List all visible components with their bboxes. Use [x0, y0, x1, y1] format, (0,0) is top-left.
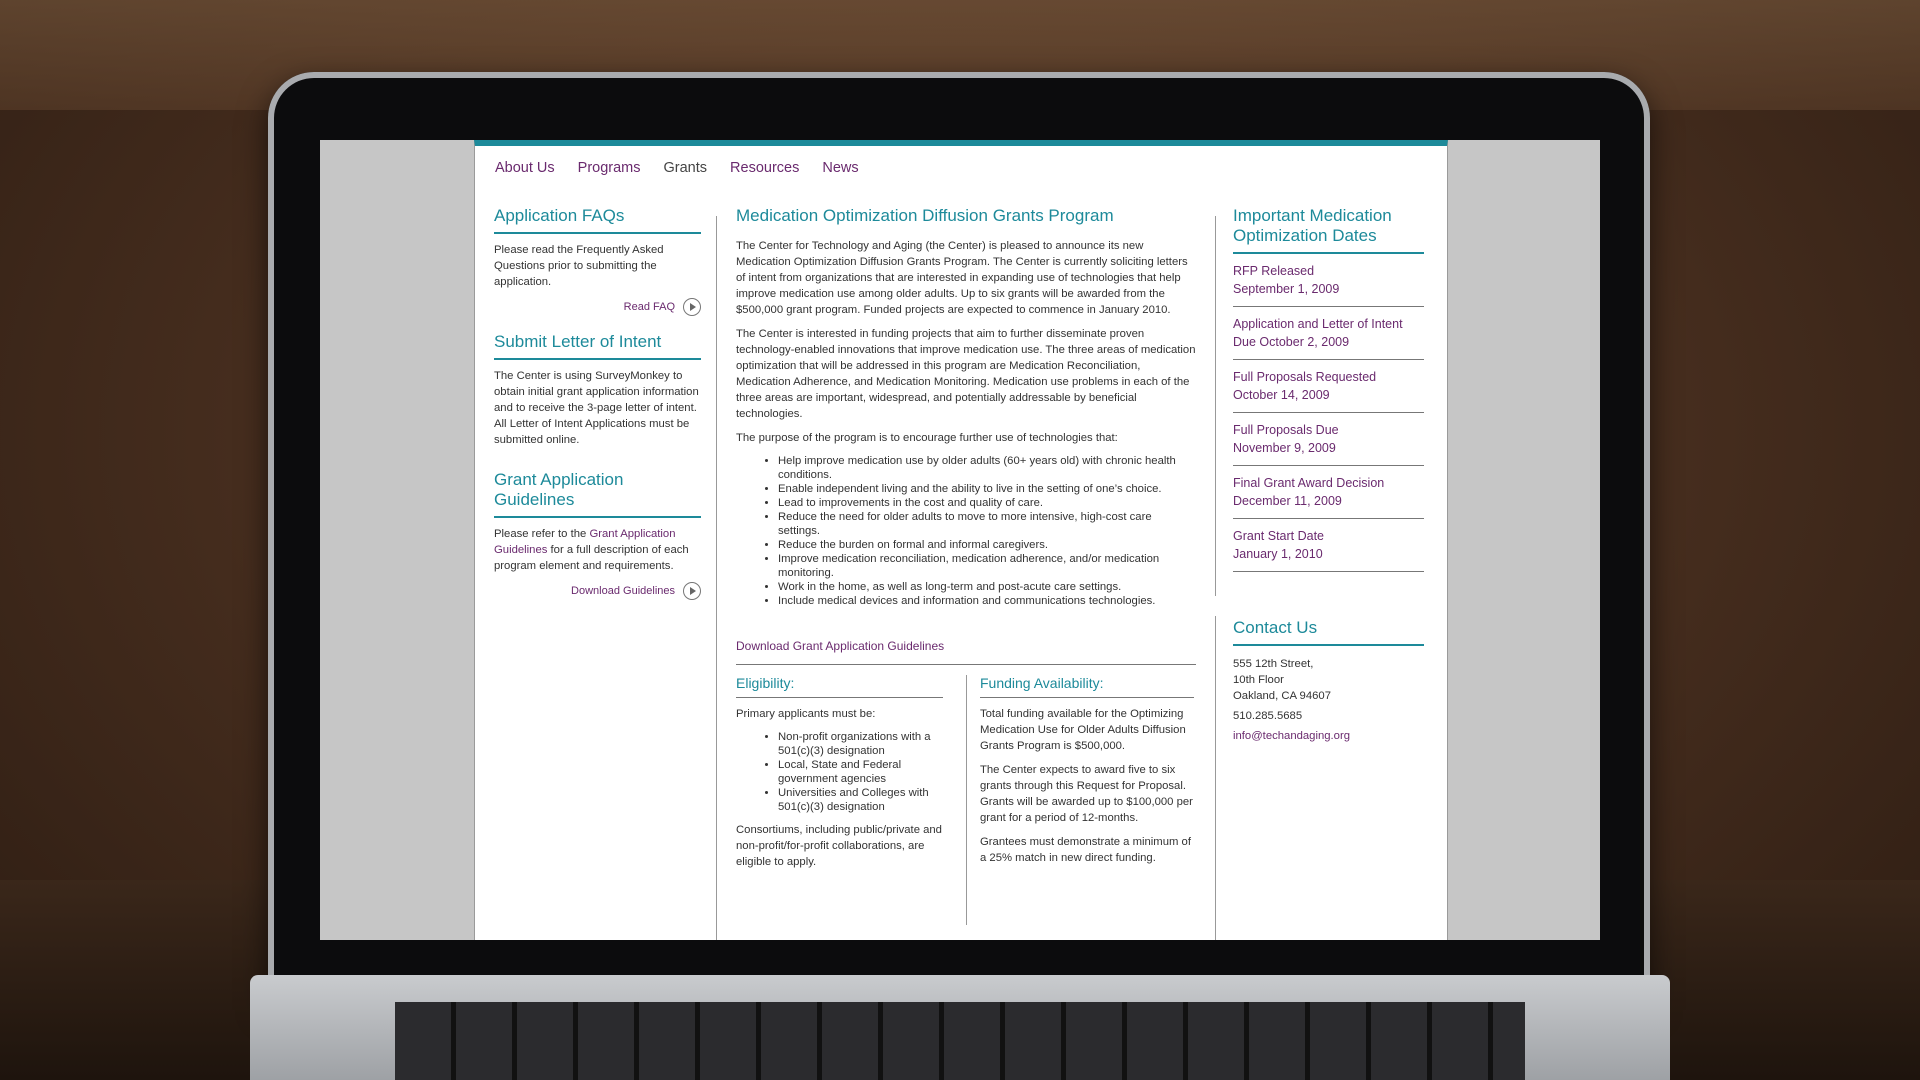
list-item: • Non-profit organizations with a 501(c)(3) designation: [778, 730, 943, 758]
loi-text: The Center is using SurveyMonkey to obtain initial grant application information and to receive the 3-page letter of intent. All Letter of Intent Applications must be submitted online.: [494, 370, 699, 446]
funding-section: [980, 675, 1194, 874]
contact-heading: Contact Us: [1233, 618, 1424, 646]
date-item[interactable]: [1233, 519, 1424, 572]
laptop-keyboard: [395, 1002, 1525, 1080]
faq-heading: Application FAQs: [494, 206, 701, 234]
eligibility-consortia: Consortiums, including public/private and non-profit/for-profit collaborations, are eligible to apply.: [736, 824, 942, 868]
funding-paragraph-2: The Center expects to award five to six grants through this Request for Proposal. Grants will be awarded up to $100,000 per grant for a period of 12-months.: [980, 764, 1193, 824]
contact-section: [1233, 618, 1424, 744]
date-item[interactable]: [1233, 413, 1424, 466]
guidelines-inline-link[interactable]: Grant Application Guidelines: [494, 528, 676, 556]
left-sidebar: [494, 206, 701, 616]
address-line-1: 555 12th Street,: [1233, 658, 1314, 670]
date-item[interactable]: [1233, 360, 1424, 413]
divider-subcols: [966, 675, 967, 925]
date-label: Full Proposals Due: [1233, 423, 1339, 437]
play-circle-icon: [683, 298, 701, 316]
eligibility-heading: Eligibility:: [736, 675, 943, 698]
detail-columns: [736, 664, 1196, 925]
dates-heading: Important Medication Optimization Dates: [1233, 206, 1424, 254]
funding-heading: Funding Availability:: [980, 675, 1194, 698]
date-label: Application and Letter of Intent: [1233, 317, 1403, 331]
list-item: • Universities and Colleges with 501(c)(3) designation: [778, 786, 943, 814]
play-circle-icon: [683, 582, 701, 600]
download-guidelines-label: Download Guidelines: [571, 585, 675, 597]
date-item[interactable]: [1233, 307, 1424, 360]
date-label: RFP Released: [1233, 264, 1315, 278]
address-line-3: Oakland, CA 94607: [1233, 690, 1331, 702]
right-sidebar: [1233, 206, 1424, 748]
download-guidelines-link[interactable]: [494, 582, 701, 600]
date-value: Due October 2, 2009: [1233, 335, 1350, 349]
eligibility-section: [736, 675, 943, 878]
purpose-list: [758, 454, 1196, 608]
nav-news[interactable]: News: [822, 160, 859, 176]
divider-right-bottom: [1215, 616, 1216, 940]
read-faq-label: Read FAQ: [623, 301, 675, 313]
download-guidelines-main-link[interactable]: Download Grant Application Guidelines: [736, 639, 945, 653]
date-value: November 9, 2009: [1233, 441, 1336, 455]
website: [474, 140, 1448, 940]
eligibility-list: [758, 730, 943, 814]
list-item: • Include medical devices and information and communications technologies.: [778, 594, 1196, 608]
main-paragraph-1: The Center for Technology and Aging (the Center) is pleased to announce its new Medication Optimization Diffusion Grants Program. The Center is currently soliciting letters of intent from organizations that are interested in expanding use of technologies that help improve medication use among older adults. Up to six grants will be awarded from the $500,000 grant program. Funded projects are expected to commence in January 2010.: [736, 240, 1188, 316]
date-label: Final Grant Award Decision: [1233, 476, 1385, 490]
nav-programs[interactable]: Programs: [577, 160, 641, 176]
list-item: • Enable independent living and the ability to live in the setting of one’s choice.: [778, 482, 1196, 496]
divider-left: [716, 216, 717, 940]
laptop-screen: [320, 140, 1600, 940]
faq-text: Please read the Frequently Asked Questions prior to submitting the application.: [494, 244, 664, 288]
list-item: • Help improve medication use by older adults (60+ years old) with chronic health conditions.: [778, 454, 1196, 482]
loi-heading: Submit Letter of Intent: [494, 332, 701, 360]
main-paragraph-2: The Center is interested in funding projects that aim to further disseminate proven technology-enabled innovations that improve medication use. The three areas of medication optimization that will be addressed in this program are Medication Reconciliation, Medication Adherence, and Medication Monitoring. Medication use problems in each of the three areas are important, widespread, and potentially addressable by beneficial technologies.: [736, 328, 1196, 420]
date-item[interactable]: [1233, 254, 1424, 307]
nav-resources[interactable]: Resources: [730, 160, 800, 176]
date-value: December 11, 2009: [1233, 494, 1342, 508]
nav-about-us[interactable]: About Us: [495, 160, 555, 176]
guidelines-text: [494, 526, 701, 574]
date-label: Grant Start Date: [1233, 529, 1325, 543]
contact-phone: 510.285.5685: [1233, 710, 1303, 722]
list-item: • Lead to improvements in the cost and quality of care.: [778, 496, 1196, 510]
funding-paragraph-1: Total funding available for the Optimizing Medication Use for Older Adults Diffusion Grants Program is $500,000.: [980, 708, 1186, 752]
eligibility-intro: Primary applicants must be:: [736, 708, 876, 720]
guidelines-heading: Grant Application Guidelines: [494, 470, 701, 518]
list-item: • Local, State and Federal government agencies: [778, 758, 943, 786]
list-item: • Reduce the burden on formal and informal caregivers.: [778, 538, 1196, 552]
list-item: • Work in the home, as well as long-term and post-acute care settings.: [778, 580, 1196, 594]
dates-list: [1233, 254, 1424, 572]
date-value: September 1, 2009: [1233, 282, 1340, 296]
contact-address: [1233, 656, 1424, 704]
contact-email-link[interactable]: info@techandaging.org: [1233, 730, 1350, 742]
main-title: Medication Optimization Diffusion Grants Program: [736, 206, 1114, 225]
address-line-2: 10th Floor: [1233, 674, 1284, 686]
funding-paragraph-3: Grantees must demonstrate a minimum of a 25% match in new direct funding.: [980, 836, 1191, 864]
date-value: January 1, 2010: [1233, 547, 1323, 561]
nav-grants[interactable]: Grants: [663, 160, 708, 176]
guidelines-text-pre: Please refer to the: [494, 528, 590, 540]
main-paragraph-3: The purpose of the program is to encourage further use of technologies that:: [736, 432, 1118, 444]
date-value: October 14, 2009: [1233, 388, 1330, 402]
main-content: [736, 206, 1196, 925]
list-item: • Reduce the need for older adults to move to more intensive, high-cost care settings.: [778, 510, 1196, 538]
top-nav: [495, 160, 859, 176]
guidelines-text-post: for a full description of each program element and requirements.: [494, 544, 689, 572]
read-faq-link[interactable]: [494, 298, 701, 316]
date-item[interactable]: [1233, 466, 1424, 519]
date-label: Full Proposals Requested: [1233, 370, 1377, 384]
divider-right-top: [1215, 216, 1216, 596]
list-item: • Improve medication reconciliation, medication adherence, and/or medication monitoring.: [778, 552, 1196, 580]
